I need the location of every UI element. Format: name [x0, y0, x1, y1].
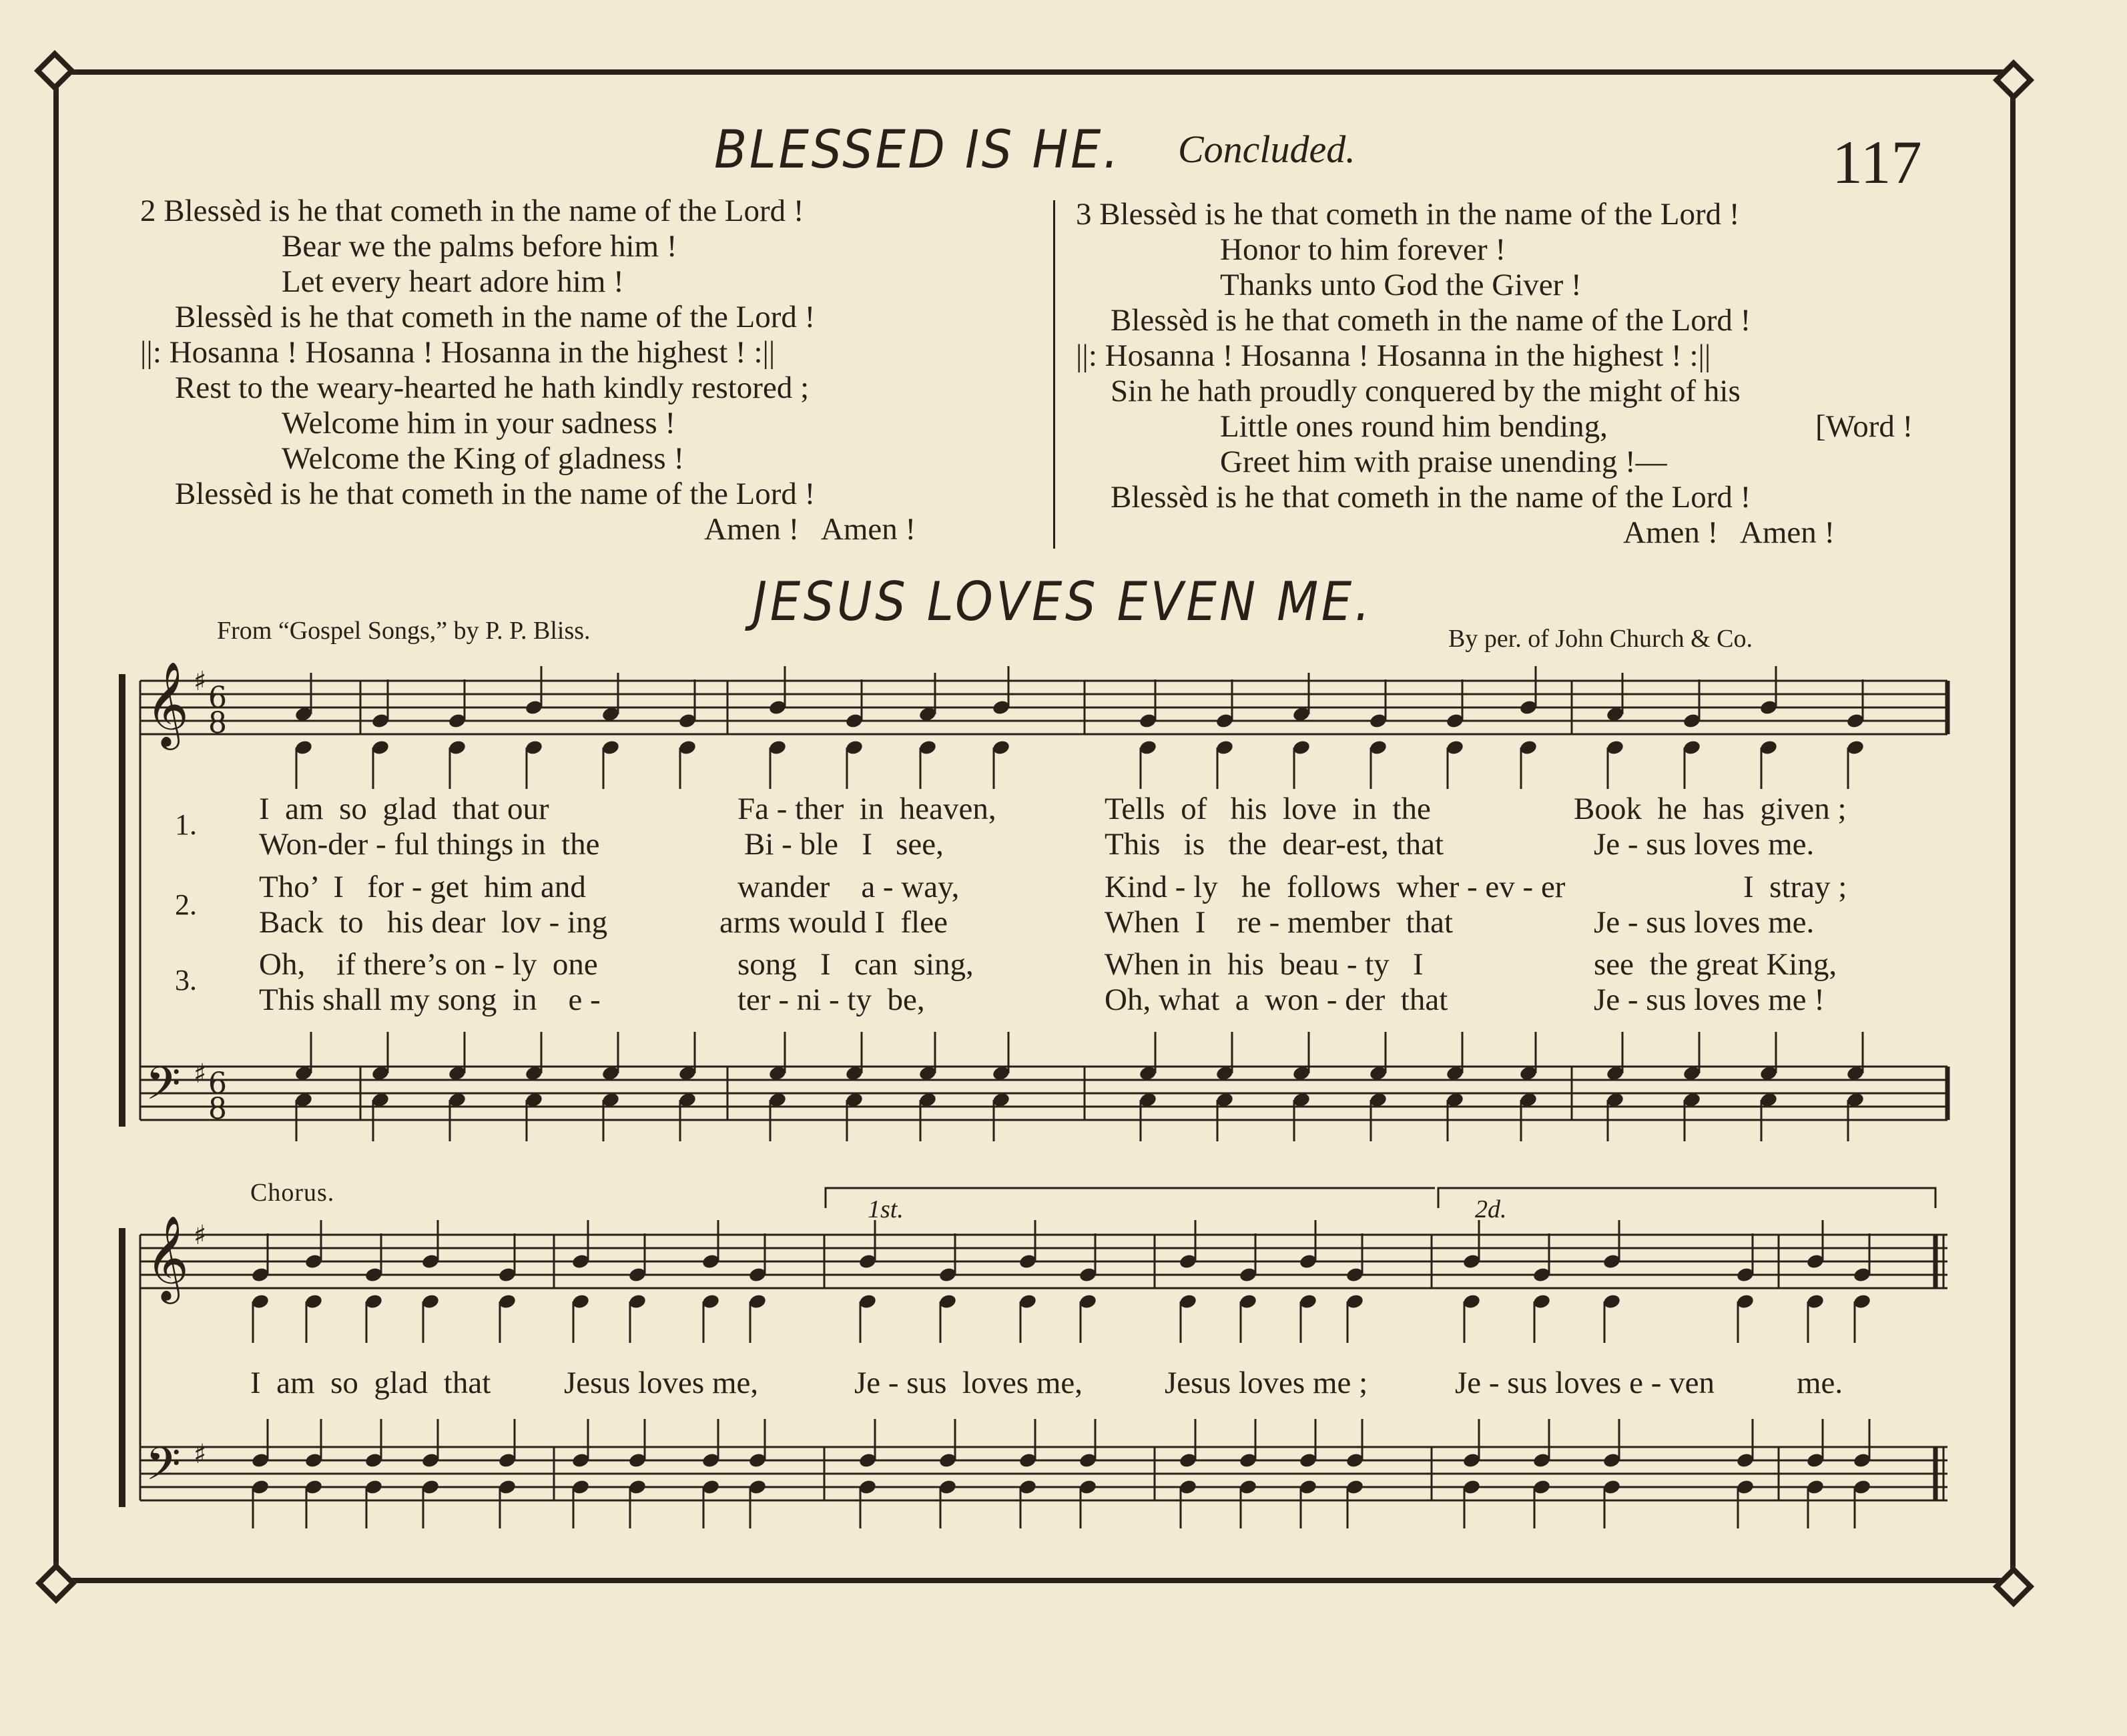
- lyric: wander a - way,: [737, 870, 960, 904]
- verse-line: Bear we the palms before him !: [282, 229, 677, 264]
- verse-line: 2 Blessèd is he that cometh in the name of the Lord !: [140, 194, 804, 228]
- lyric: Je - sus loves e - ven: [1455, 1366, 1715, 1400]
- verse-line: Amen ! Amen !: [704, 512, 916, 547]
- lyric: Oh, what a won - der that: [1105, 982, 1448, 1017]
- lyric: This shall my song in e -: [259, 982, 601, 1017]
- time-signature: 6: [208, 1067, 227, 1101]
- lyric: ter - ni - ty be,: [737, 982, 925, 1017]
- hymn-subtitle: Concluded.: [1178, 127, 1355, 171]
- treble-clef: 𝄞: [145, 1215, 190, 1300]
- verse-line: Amen ! Amen !: [1623, 515, 1835, 550]
- time-signature: 8: [208, 706, 227, 740]
- lyric: me.: [1797, 1366, 1843, 1400]
- verse-line: Rest to the weary-hearted he hath kindly restored ;: [175, 370, 810, 405]
- verse-line: Greet him with praise unending !—: [1220, 445, 1667, 479]
- lyric: Je - sus loves me !: [1594, 982, 1825, 1017]
- lyric: song I can sing,: [737, 947, 974, 982]
- verse-line: Blessèd is he that cometh in the name of the Lord !: [175, 477, 816, 511]
- lyric: Oh, if there’s on - ly one: [259, 947, 598, 982]
- second-ending-bracket: [1438, 1188, 1935, 1208]
- lyric: When in his beau - ty I: [1105, 947, 1424, 982]
- key-signature-sharp: ♯: [194, 1439, 207, 1470]
- verse-line: Thanks unto God the Giver !: [1220, 268, 1582, 302]
- permission-credit: By per. of John Church & Co.: [1448, 625, 1753, 653]
- song-title: JESUS LOVES EVEN ME.: [753, 571, 1374, 633]
- lyric: Kind - ly he follows wher - ev - er: [1105, 870, 1566, 904]
- verse-number: 2.: [175, 888, 197, 921]
- verse-number: 1.: [175, 808, 197, 841]
- verse-line: ||: Hosanna ! Hosanna ! Hosanna in the highest ! :||: [140, 335, 776, 370]
- lyric: Jesus loves me ;: [1165, 1366, 1368, 1400]
- lyric: Je - sus loves me.: [1594, 827, 1815, 862]
- verse-number: 3.: [175, 964, 197, 996]
- verse-line: Blessèd is he that cometh in the name of the Lord !: [1111, 480, 1751, 515]
- lyric: Je - sus loves me,: [854, 1366, 1083, 1400]
- verse-line: Welcome him in your sadness !: [282, 406, 676, 441]
- chorus-label: Chorus.: [250, 1179, 335, 1207]
- lyric: Tho’ I for - get him and: [259, 870, 586, 904]
- bass-clef: 𝄢: [145, 1058, 181, 1121]
- hymn-title-continued: BLESSED IS HE.: [714, 120, 1121, 180]
- verse-line: Let every heart adore him !: [282, 264, 624, 299]
- key-signature-sharp: ♯: [194, 1220, 207, 1251]
- lyric: arms would I flee: [719, 905, 948, 940]
- key-signature-sharp: ♯: [194, 666, 207, 697]
- key-signature-sharp: ♯: [194, 1059, 207, 1089]
- bass-clef: 𝄢: [145, 1438, 181, 1502]
- verse-line: Blessèd is he that cometh in the name of the Lord !: [1111, 303, 1751, 338]
- lyric: I am so glad that our: [259, 792, 549, 826]
- verse-line: 3 Blessèd is he that cometh in the name of the Lord !: [1076, 197, 1740, 232]
- lyric: Je - sus loves me.: [1594, 905, 1815, 940]
- verse-line: [Word !: [1815, 409, 1913, 444]
- system-brace: [119, 674, 125, 1127]
- verse-line: Blessèd is he that cometh in the name of the Lord !: [175, 300, 816, 334]
- lyric: see the great King,: [1594, 947, 1837, 982]
- first-ending-bracket: [826, 1188, 1435, 1208]
- lyric: Book he has given ;: [1574, 792, 1847, 826]
- lyric: Back to his dear lov - ing: [259, 905, 608, 940]
- lyric: Bi - ble I see,: [744, 827, 944, 862]
- verse-line: Honor to him forever !: [1220, 232, 1506, 267]
- verse-line: Sin he hath proudly conquered by the might of his: [1111, 374, 1741, 408]
- second-ending-label: 2d.: [1475, 1195, 1507, 1223]
- verse-line: Little ones round him bending,: [1220, 409, 1608, 444]
- lyric: When I re - member that: [1105, 905, 1454, 940]
- lyric: Won-der - ful things in the: [259, 827, 600, 862]
- lyric: Tells of his love in the: [1105, 792, 1431, 826]
- time-signature: 6: [208, 681, 227, 715]
- source-credit: From “Gospel Songs,” by P. P. Bliss.: [217, 617, 591, 645]
- system-brace: [119, 1228, 125, 1507]
- lyric: This is the dear-est, that: [1105, 827, 1444, 862]
- page-number: 117: [1832, 128, 1922, 196]
- lyric: I am so glad that: [250, 1366, 491, 1400]
- lyric: Fa - ther in heaven,: [737, 792, 996, 826]
- time-signature: 8: [208, 1092, 227, 1126]
- lyric: I stray ;: [1743, 870, 1847, 904]
- verse-line: Welcome the King of gladness !: [282, 441, 685, 476]
- first-ending-label: 1st.: [868, 1195, 904, 1223]
- lyric: Jesus loves me,: [564, 1366, 759, 1400]
- verse-line: ||: Hosanna ! Hosanna ! Hosanna in the highest ! :||: [1076, 338, 1711, 373]
- treble-clef: 𝄞: [145, 661, 190, 746]
